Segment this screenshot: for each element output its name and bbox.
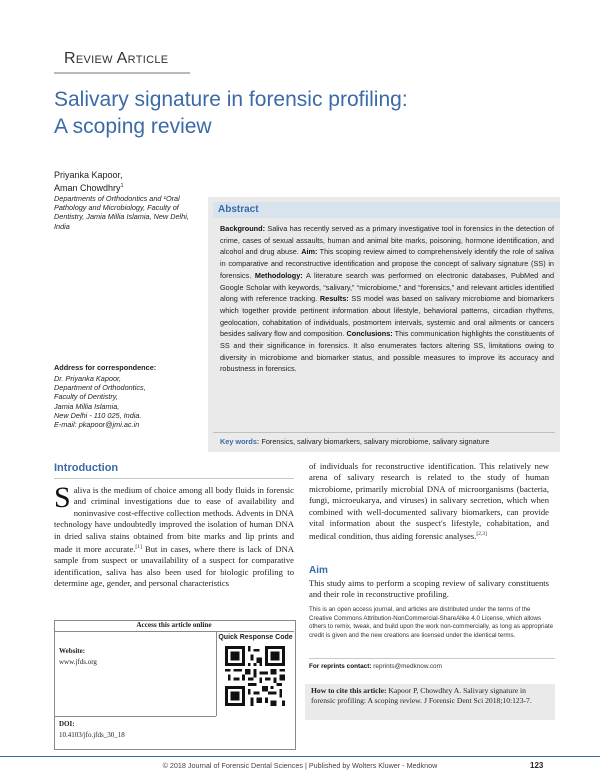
abstract-background: Saliva has recently served as a primary investigative tool in forensics in the detection of crime, cases of sexual assaults, human and animal bite marks, poisoning, hormone identification, and alcohol and drug abuse.	[220, 224, 554, 257]
access-column-divider	[216, 632, 217, 716]
abstract-conclusions: This communication highlights the constituents of SS and their significance in forensics. It also enumerates factors altering SS, limitations owing to diversity in microbiome and biomarker status, and possible measures to improve its accuracy and robustness in forensics.	[220, 329, 554, 374]
page-number: 123	[530, 761, 544, 770]
correspondence-block	[54, 374, 202, 429]
author-2	[54, 181, 204, 194]
article-type-initial: R	[64, 50, 76, 67]
introduction-continued	[309, 461, 549, 543]
keywords-label: Key words:	[220, 437, 260, 446]
title-line-1: Salivary signature in forensic profiling:	[54, 88, 408, 111]
correspondence-title: Address for correspondence:	[54, 363, 157, 372]
article-type-rest: eview	[75, 50, 117, 67]
abstract-aim: This scoping review aimed to comprehensively identify the role of saliva in comparative and reconstructive identification and propose the concept of salivary signature (SS) in forensics.	[220, 247, 554, 280]
corr-line: Department of Orthodontics,	[54, 383, 146, 393]
qr-label: Quick Response Code	[218, 634, 293, 641]
article-title	[54, 86, 514, 140]
abstract-background-label: Background:	[220, 224, 265, 233]
citation-value: Kapoor P, Chowdhry A. Salivary signature in forensic profiling: A scoping review. J Forensic Dent Sci 2018;10:123-7.	[311, 686, 532, 706]
introduction-divider	[54, 478, 294, 479]
article-type-rest-2: rticle	[127, 50, 169, 67]
aim-text: This study aims to perform a scoping review of salivary constituents and their role in reconstructive profiling.	[309, 578, 549, 600]
citation-label: How to cite this article:	[311, 686, 387, 695]
access-divider-2	[55, 716, 216, 717]
intro-text-3: of individuals for reconstructive identification. This relatively new arena of salivary research is related to the study of human microbiome, primarily microbial DNA of microorganisms (bacteria, fungi, microeukarya, and viruses) in salivary secretion, which when combined with well-documented salivary biomarkers, can provide vital information about the suspect's lifestyle, cohabitation, and medical condition, thus aiding forensic analyses.	[309, 461, 549, 542]
abstract-results: SS model was based on salivary microbiome and biomarkers which together provide pertinent information about lifestyle, behavioral patterns, circadian rhythms, geolocation, cohabitation of individuals, postmortem intervals, systemic and oral ailments or cancers besides salivary flow and composition.	[220, 294, 554, 339]
affiliation: Departments of Orthodontics and ¹Oral Pathology and Microbiology, Faculty of Dentistry, Jamia Millia Islamia, New Delhi, India	[54, 194, 189, 231]
access-divider	[55, 631, 294, 632]
doi-label: DOI:	[59, 720, 75, 728]
citation-ref-2: [2,3]	[476, 531, 487, 538]
author-2-name: Aman Chowdhry	[54, 183, 121, 193]
corr-line: Faculty of Dentistry,	[54, 392, 118, 402]
footer-text: © 2018 Journal of Forensic Dental Sciences | Published by Wolters Kluwer - Medknow	[162, 761, 438, 770]
citation-text	[311, 686, 551, 707]
access-online-title: Access this article online	[136, 621, 212, 629]
abstract-methodology-label: Methodology:	[254, 270, 303, 280]
intro-text-2: But in cases, where there is lack of DNA sample from suspect or unavailability of a suspect for comparative identification, saliva has also been used for biologic profiling to determine age, gender, and personal characteristics	[54, 543, 294, 589]
website-label: Website:	[59, 647, 86, 655]
article-type-label	[64, 50, 168, 68]
keywords-list: Forensics, salivary biomarkers, salivary microbiome, salivary signature	[261, 437, 490, 446]
open-access-notice: This is an open access journal, and articles are distributed under the terms of the Creative Commons Attribution-NonCommercial-ShareAlike 4.0 License, which allows others to remix, tweak, and build upon the work non-commercially, as long as appropriate credit is given and the new creations are licensed under the identical terms.	[309, 606, 554, 639]
drop-cap: S	[54, 481, 71, 514]
abstract-conclusions-label: Conclusions:	[346, 329, 393, 339]
abstract-body	[220, 223, 554, 375]
abstract-results-label: Results:	[319, 294, 349, 304]
keywords-divider	[213, 432, 555, 433]
introduction-paragraph	[54, 481, 294, 590]
article-type-initial-2: A	[116, 50, 128, 67]
corr-line: New Delhi - 110 025, India.	[54, 410, 142, 420]
reprints-email[interactable]: reprints@medknow.com	[373, 663, 442, 670]
introduction-heading: Introduction	[54, 462, 119, 474]
qr-code-icon[interactable]	[225, 646, 285, 706]
citation-ref-1: [1]	[135, 544, 142, 551]
abstract-aim-label: Aim:	[301, 247, 318, 257]
keywords	[220, 437, 554, 446]
title-line-2: A scoping review	[54, 115, 212, 138]
corr-line: Dr. Priyanka Kapoor,	[54, 374, 122, 383]
aim-heading: Aim	[309, 565, 328, 576]
abstract-title: Abstract	[218, 204, 259, 215]
doi-link[interactable]: 10.4103/jfo.jfds_30_18	[59, 731, 125, 739]
corr-email: E-mail: pkapoor@jmi.ac.in	[54, 420, 140, 430]
corr-line: Jamia Millia Islamia,	[54, 401, 120, 411]
footer-divider	[0, 756, 600, 757]
author-1: Priyanka Kapoor,	[54, 170, 123, 180]
article-type-underline	[54, 72, 190, 74]
website-link[interactable]: www.jfds.org	[59, 658, 97, 666]
abstract-methodology: A literature search was performed on electronic databases, PubMed and Google Scholar with keywords, “salivary,” “microbiome,” and “forensics,” and relevant articles identified along with reference tracking.	[220, 270, 555, 304]
reprints-divider	[309, 658, 555, 659]
abstract-header-bar	[213, 202, 560, 218]
author-list	[54, 170, 204, 194]
reprints-label: For reprints contact:	[309, 663, 372, 670]
reprints-contact	[309, 663, 442, 670]
intro-text-1: aliva is the medium of choice among all body fluids in forensic and criminal investigations due to ease of availability and noninvasive cost-effective collection methods. Advents in DNA technology have undoubtedly improved the isolation of human DNA in dried saliva stains obtained from bite marks and lip prints and made it more accurate.	[54, 485, 294, 554]
author-2-sup: 1	[120, 183, 124, 189]
